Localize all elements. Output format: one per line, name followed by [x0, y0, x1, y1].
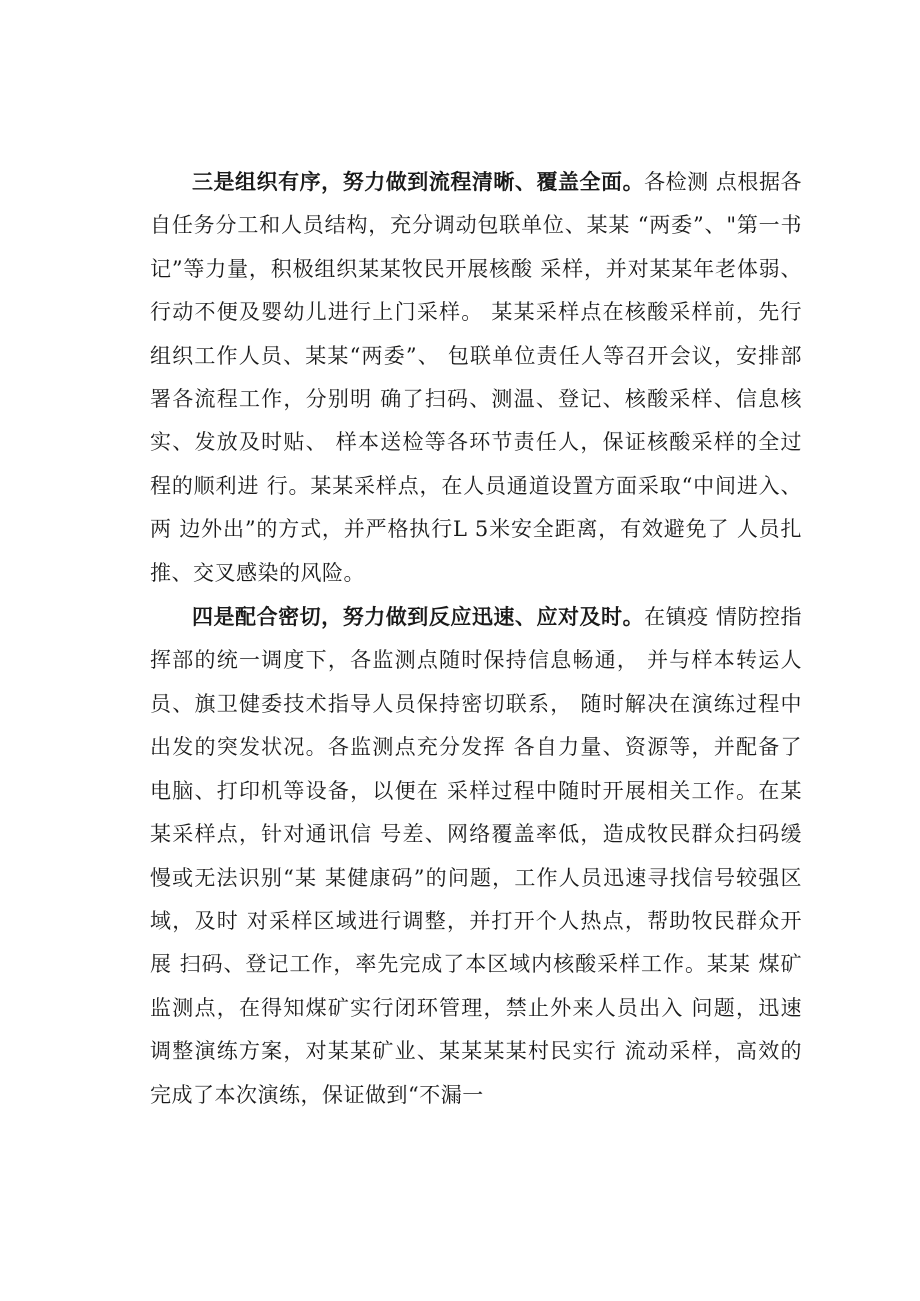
paragraph-4-text: 在镇疫 情防控指挥部的统一调度下，各监测点随时保持信息畅通， 并与样本转运人员、旗卫健委技术指导人员保持密切联系， 随时解决在演练过程中出发的突发状况。各监测点充分发挥 各自力量、资源等，并配备了电脑、打印机等设备，以便在 采样过程中随时开展相关工作。在某某采样点，针对通讯信 号差、网络覆盖率低，造成牧民群众扫码缓慢或无法识别“某 某健康码”的问题，工作人员迅速寻找信号较强区域，及时 对采样区域进行调整，并打开个人热点，帮助牧民群众开展 扫码、登记工作，率先完成了本区域内核酸采样工作。某某 煤矿监测点，在得知煤矿实行闭环管理，禁止外来人员出入 问题，迅速调整演练方案，对某某矿业、某某某某村民实行 流动采样，高效的完成了本次演练，保证做到“不漏一 [150, 605, 802, 1107]
paragraph-3-lead: 三是组织有序，努力做到流程清晰、覆盖全面。 [192, 169, 645, 194]
document-body [150, 160, 802, 1117]
paragraph-3-text: 各检测 点根据各自任务分工和人员结构，充分调动包联单位、某某 “两委”、"第一书记”等力量，积极组织某某牧民开展核酸 采样，并对某某年老体弱、行动不便及婴幼儿进行上门采样。 某某采样点在核酸采样前，先行组织工作人员、某某“两委”、 包联单位责任人等召开会议，安排部署各流程工作，分别明 确了扫码、测温、登记、核酸采样、信息核实、发放及时贴、 样本送检等各环节责任人，保证核酸采样的全过程的顺利进 行。某某采样点，在人员通道设置方面采取“中间进入、两 边外出”的方式，并严格执行L 5米安全距离，有效避免了 人员扎推、交叉感染的风险。 [150, 170, 802, 585]
paragraph-3 [150, 160, 802, 595]
paragraph-4 [150, 595, 802, 1117]
paragraph-4-lead: 四是配合密切，努力做到反应迅速、应对及时。 [192, 604, 645, 630]
